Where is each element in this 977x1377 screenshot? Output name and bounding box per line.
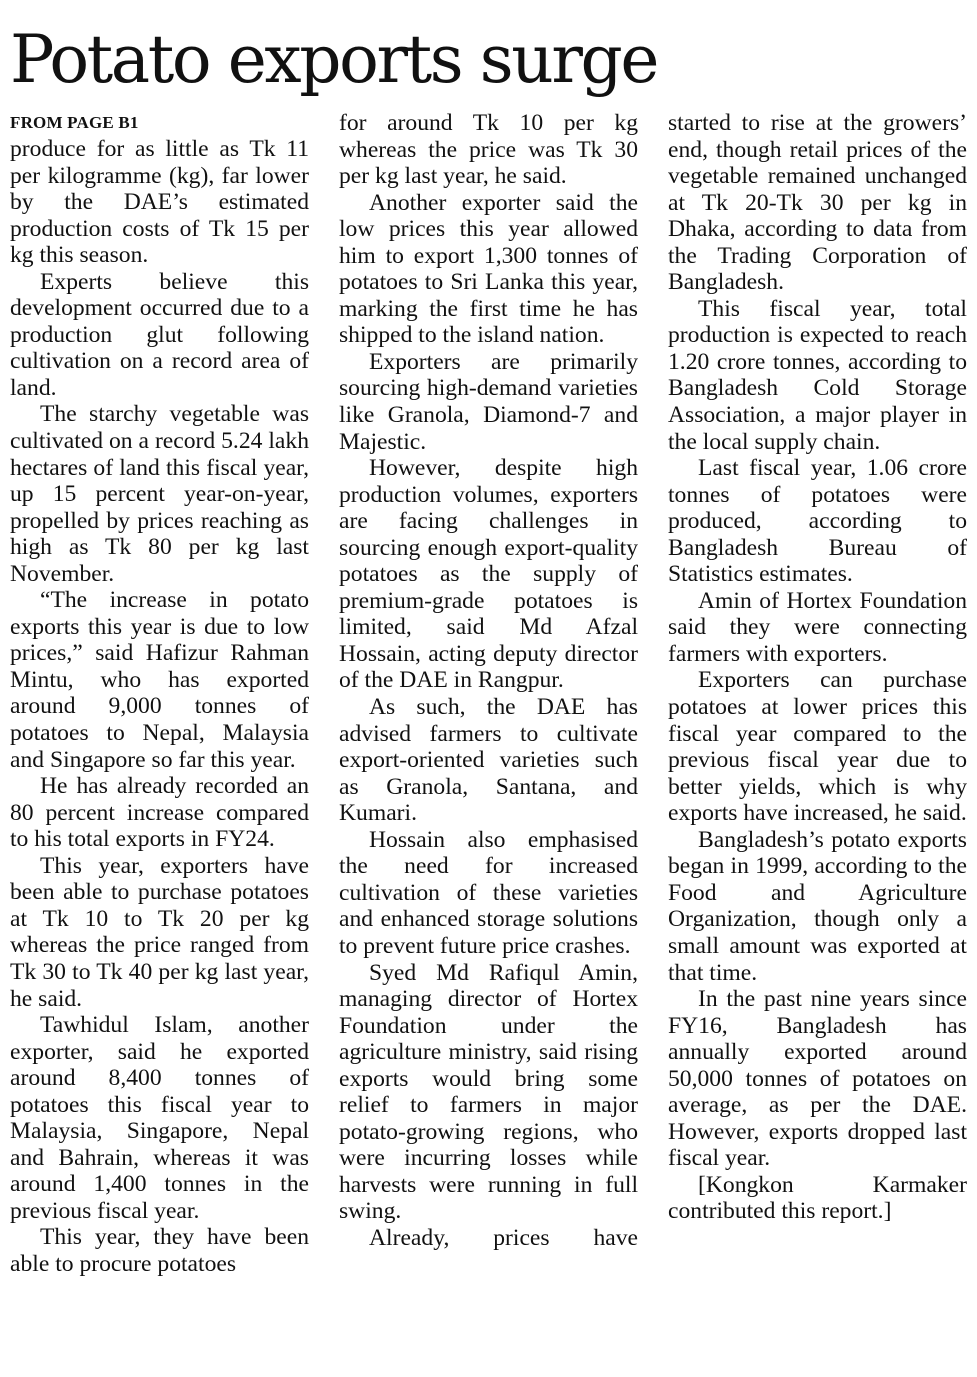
paragraph-split-end: for around Tk 10 per kg whereas the price was Tk 30 per kg last year, he said.: [339, 110, 638, 190]
continuation-kicker: FROM PAGE B1: [10, 113, 139, 132]
paragraph: Exporters can purchase potatoes at lower prices this fiscal year compared to the previous fiscal year due to better yields, which is why exports have increased, he said.: [668, 667, 967, 827]
headline: Potato exports surge: [10, 21, 657, 98]
paragraph: He has already recorded an 80 percent increase compared to his total exports in FY24.: [10, 773, 309, 853]
paragraph: Tawhidul Islam, another exporter, said he exported around 8,400 tonnes of potatoes this fiscal year to Malaysia, Singapore, Nepal and Bahrain, whereas it was around 1,400 tonnes in the previous fiscal year.: [10, 1012, 309, 1224]
paragraph-split-start: Already, prices have: [369, 1224, 638, 1251]
article-column-2: [339, 110, 638, 1252]
paragraph: This fiscal year, total production is expected to reach 1.20 crore tonnes, according to Bangladesh Cold Storage Association, a major player in the local supply chain.: [668, 295, 967, 455]
paragraph: Last fiscal year, 1.06 crore tonnes of potatoes were produced, according to Bangladesh Bureau of Statistics estimates.: [668, 455, 967, 588]
paragraph: Experts believe this development occurred due to a production glut following cultivation on a record area of land.: [10, 268, 309, 401]
paragraph: The starchy vegetable was cultivated on a record 5.24 lakh hectares of land this fiscal year, up 15 percent year-on-year, propelled by prices reaching as high as Tk 80 per kg last November.: [10, 401, 309, 587]
paragraph: This year, exporters have been able to purchase potatoes at Tk 10 to Tk 20 per kg whereas the price ranged from Tk 30 to Tk 40 per kg last year, he said.: [10, 852, 309, 1012]
paragraph: Syed Md Rafiqul Amin, managing director of Hortex Foundation under the agriculture ministry, said rising exports would bring some relief to farmers in major potato-growing regions, who were incurring losses while harvests were running in full swing.: [339, 959, 638, 1225]
paragraph: As such, the DAE has advised farmers to cultivate export-oriented varieties such as Granola, Santana, and Kumari.: [339, 694, 638, 827]
paragraph: Hossain also emphasised the need for increased cultivation of these varieties and enhanced storage solutions to prevent future price crashes.: [339, 826, 638, 959]
paragraph-split-end: started to rise at the growers’ end, though retail prices of the vegetable remained unchanged at Tk 20-Tk 30 per kg in Dhaka, according to data from the Trading Corporation of Bangladesh.: [668, 110, 967, 296]
paragraph: Amin of Hortex Foundation said they were connecting farmers with exporters.: [668, 587, 967, 667]
paragraph: “The increase in potato exports this year is due to low prices,” said Hafizur Rahman Mintu, who has exported around 9,000 tonnes of potatoes to Nepal, Malaysia and Singapore so far this year.: [10, 587, 309, 773]
article-column-1: [10, 110, 309, 1278]
article-column-3: [668, 110, 967, 1225]
paragraph: Exporters are primarily sourcing high-demand varieties like Granola, Diamond-7 and Majestic.: [339, 348, 638, 455]
paragraph: In the past nine years since FY16, Bangladesh has annually exported around 50,000 tonnes of potatoes on average, as per the DAE. However, exports dropped last fiscal year.: [668, 986, 967, 1172]
contributor-note: [Kongkon Karmaker contributed this report.]: [668, 1171, 967, 1225]
paragraph: Bangladesh’s potato exports began in 1999, according to the Food and Agriculture Organization, though only a small amount was exported at that time.: [668, 826, 967, 986]
paragraph: produce for as little as Tk 11 per kilogramme (kg), far lower by the DAE’s estimated production costs of Tk 15 per kg this season.: [10, 136, 309, 269]
paragraph: Another exporter said the low prices this year allowed him to export 1,300 tonnes of potatoes to Sri Lanka this year, marking the first time he has shipped to the island nation.: [339, 189, 638, 349]
paragraph-split-start: This year, they have been able to procure potatoes: [10, 1224, 309, 1277]
paragraph: However, despite high production volumes, exporters are facing challenges in sourcing enough export-quality potatoes as the supply of premium-grade potatoes is limited, said Md Afzal Hossain, acting deputy director of the DAE in Rangpur.: [339, 455, 638, 694]
